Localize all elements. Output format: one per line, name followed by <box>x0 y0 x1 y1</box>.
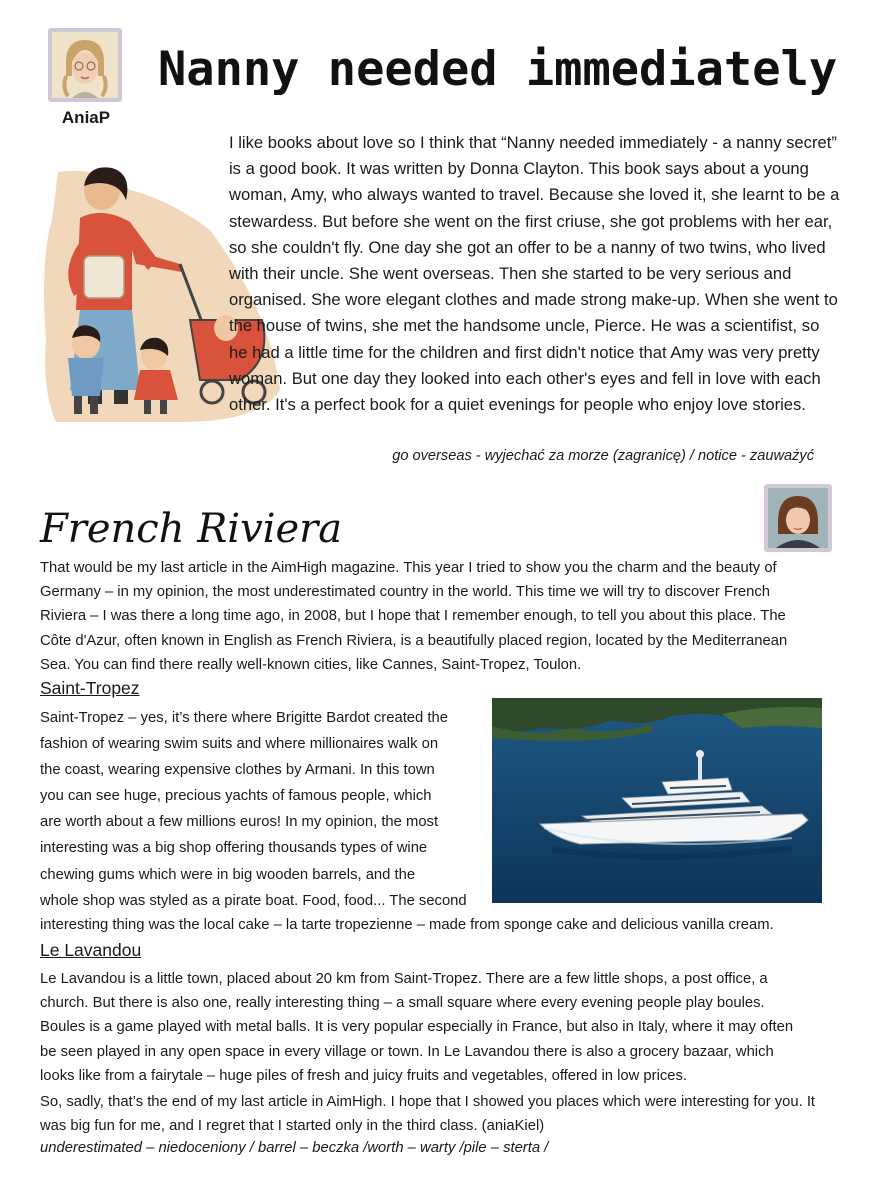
author-avatar-aniakiel <box>764 484 832 552</box>
text-line: chewing gums which were in big wooden barrels, and the <box>40 866 416 883</box>
woman-portrait-icon <box>768 488 828 548</box>
yacht-photo <box>492 698 822 903</box>
article-title: French Riviera <box>40 506 343 552</box>
vocabulary-glossary: go overseas - wyjechać za morze (zagranicę) / notice - zauważyć <box>392 448 814 464</box>
vocabulary-glossary: underestimated – niedoceniony / barrel – beczka /worth – warty /pile – sterta / <box>40 1140 549 1156</box>
saint-tropez-paragraph-end: interesting thing was the local cake – la tarte tropezienne – made from sponge cake and delicious vanilla cream. <box>40 917 774 933</box>
article-title: Nanny needed immediately <box>158 42 838 97</box>
author-name: AniaP <box>61 108 111 127</box>
text-line: you can see huge, precious yachts of famous people, which <box>40 788 432 805</box>
le-lavandou-paragraph: Le Lavandou is a little town, placed about 20 km from Saint-Tropez. There are a few little shops, a post office, a church. But there is also one, really interesting thing – a small square where every evening people play boules. Boules is a game played with metal balls. It is very popular especially in France, but also in Italy, where it may often be seen played in any open space in every village or town. In Le Lavandou there is also a grocery bazaar, which looks like from a fairytale – huge piles of fresh and juicy fruits and vegetables, offered in low prices. <box>40 971 794 1084</box>
yacht-on-sea-icon <box>492 698 822 903</box>
text-line: Saint-Tropez – yes, it’s there where Brigitte Bardot created the <box>40 710 448 726</box>
text-line: whole shop was styled as a pirate boat. Food, food... The second <box>40 892 467 909</box>
text-line: interesting was a big shop offering thousands types of wine <box>40 840 428 857</box>
section-heading: Saint-Tropez <box>40 678 140 698</box>
saint-tropez-paragraph <box>40 705 480 914</box>
section-heading: Le Lavandou <box>40 940 142 960</box>
closing-paragraph: So, sadly, that’s the end of my last article in AimHigh. I hope that I showed you places which were interesting for you. It was big fun for me, and I regret that I started only in the third class. (aniaKiel) <box>40 1094 816 1135</box>
text-line: the coast, wearing expensive clothes by Armani. In this town <box>40 762 435 779</box>
article-body: I like books about love so I think that “Nanny needed immediately - a nanny secret” is a good book. It was written by Donna Clayton. This book says about a young woman, Amy, who always wanted to travel. Because she loved it, she learnt to be a stewardess. But before she went on the first criuse, she got problems with her ear, so she couldn't fly. One day she got an offer to be a nanny of two twins, who lived with their uncle. She went overseas. Then she started to be very serious and organised. She wore elegant clothes and made strong make-up. When she went to the house of twins, she met the handsome uncle, Pierce. He was a scientifist, so he had a little time for the children and first didn't notice that Amy was very pretty woman. But one day they looked into each other's eyes and fell in love with each other. It's a perfect book for a quiet evenings for people who enjoy love stories. <box>229 133 840 415</box>
article-intro: That would be my last article in the AimHigh magazine. This year I tried to show you the charm and the beauty of Germany – in my opinion, the most underestimated country in the world. This time we will try to discover French Riviera – I was there a long time ago, in 2008, but I hope that I remember enough, to tell you about this place. The Côte d'Azur, often known in English as French Riviera, is a beautifully placed region, located by the Mediterranean Sea. You can find there really well-known cities, like Cannes, Saint-Tropez, Toulon. <box>40 560 788 673</box>
girl-portrait-icon <box>52 32 118 98</box>
text-line: fashion of wearing swim suits and where millionaires walk on <box>40 736 439 753</box>
author-avatar-aniap <box>48 28 122 102</box>
text-line: are worth about a few millions euros! In my opinion, the most <box>40 814 439 831</box>
